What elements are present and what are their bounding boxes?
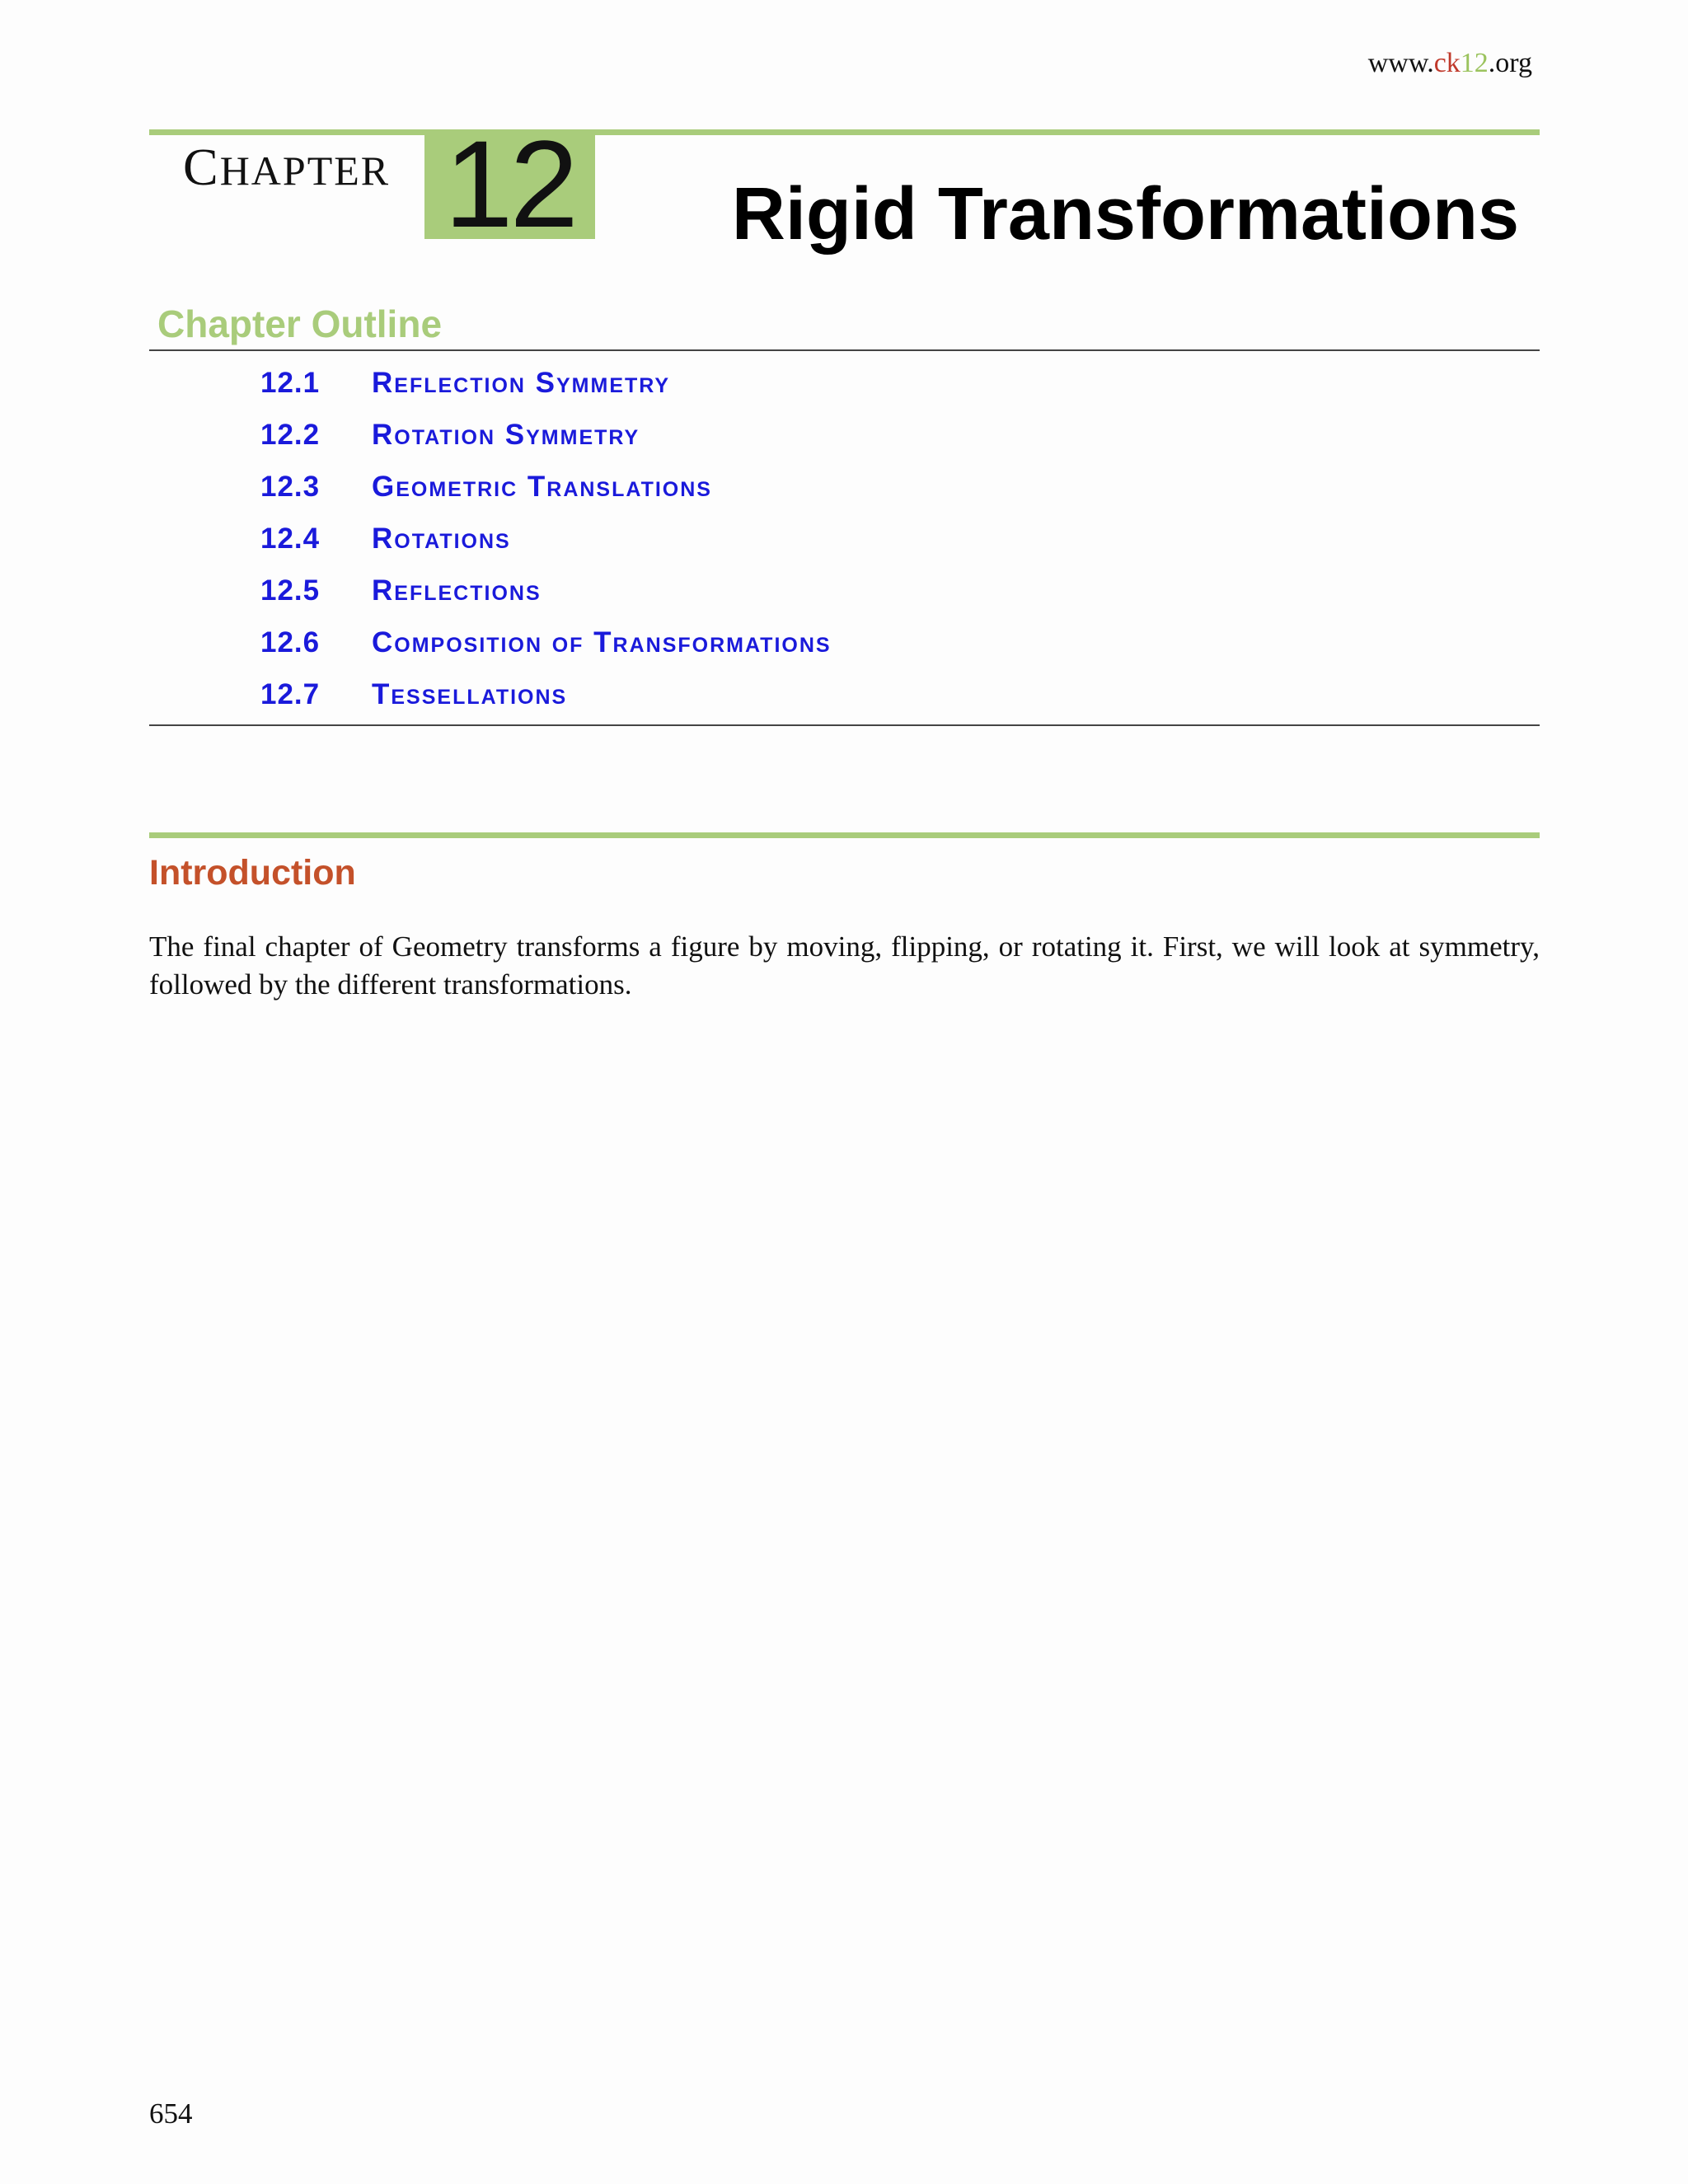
chapter-number: 12 [444, 115, 575, 253]
outline-bottom-rule [149, 724, 1540, 726]
chapter-label [183, 137, 390, 198]
toc-item-title: Rotations [372, 523, 511, 555]
toc-item-number: 12.3 [260, 471, 321, 503]
toc-item-title: Reflections [372, 574, 542, 607]
toc-item[interactable] [0, 626, 1688, 676]
toc-item[interactable] [0, 574, 1688, 624]
chapter-outline-heading: Chapter Outline [157, 302, 443, 345]
introduction-heading: Introduction [149, 853, 356, 893]
url-12: 12 [1460, 48, 1489, 78]
toc-item-number: 12.5 [260, 574, 321, 607]
outline-top-rule [149, 349, 1540, 351]
toc-item[interactable] [0, 678, 1688, 728]
toc-item-number: 12.6 [260, 626, 321, 658]
toc-item-title: Tessellations [372, 678, 568, 710]
chapter-top-rule [149, 129, 1540, 135]
introduction-top-rule [149, 832, 1540, 838]
chapter-label-initial: C [183, 138, 220, 196]
chapter-number-box [424, 115, 595, 253]
toc-item-title: Reflection Symmetry [372, 367, 671, 399]
toc-item[interactable] [0, 523, 1688, 572]
chapter-title: Rigid Transformations [731, 173, 1519, 255]
url-suffix: .org [1488, 48, 1532, 78]
toc-item[interactable] [0, 367, 1688, 416]
toc-item[interactable] [0, 471, 1688, 520]
url-prefix: www. [1367, 48, 1434, 78]
toc-item-number: 12.2 [260, 419, 321, 451]
toc-item[interactable] [0, 419, 1688, 468]
url-ck: ck [1433, 48, 1461, 78]
toc-item-number: 12.7 [260, 678, 321, 710]
toc-item-title: Geometric Translations [372, 471, 712, 503]
page-number: 654 [149, 2097, 193, 2130]
introduction-paragraph: The final chapter of Geometry transforms a figure by moving, flipping, or rotating it. First, we will look at symmetry, followed by the different transformations. [149, 930, 1540, 1001]
toc-item-title: Composition of Transformations [372, 626, 832, 658]
toc-item-number: 12.4 [260, 523, 321, 555]
chapter-label-rest: HAPTER [219, 148, 391, 194]
toc-item-number: 12.1 [260, 367, 321, 399]
toc-item-title: Rotation Symmetry [372, 419, 640, 451]
site-url[interactable] [1368, 48, 1532, 79]
